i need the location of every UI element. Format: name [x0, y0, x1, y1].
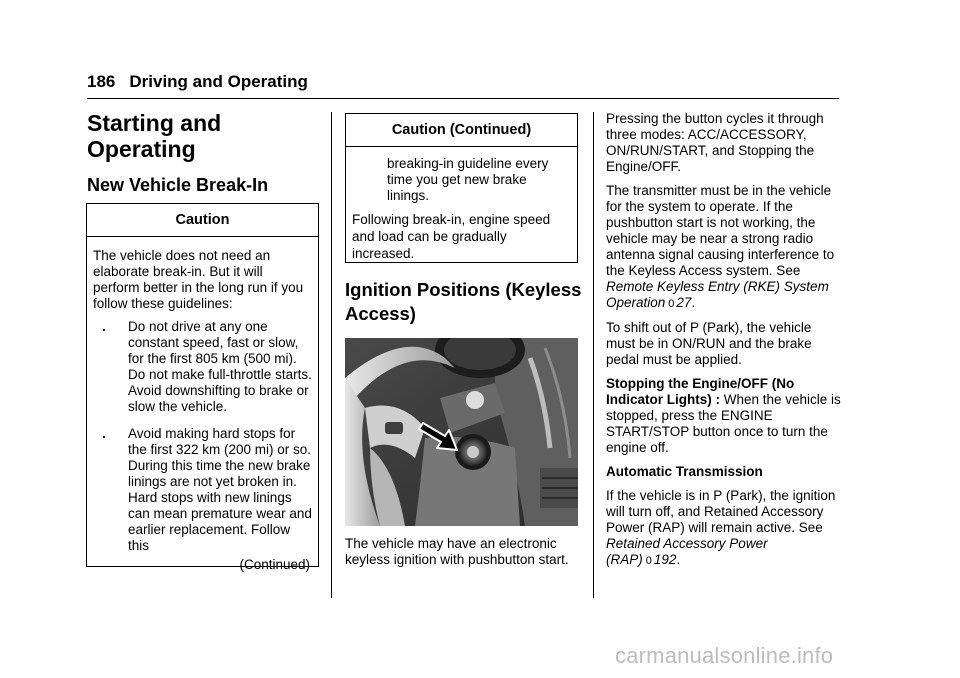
caution-box [86, 203, 319, 572]
page-header [87, 72, 308, 92]
paragraph-modes: Pressing the button cycles it through three modes: ACC/ACCESSORY, ON/RUN/START, and Stopping the Engine/OFF. [606, 111, 824, 174]
paragraph-end: . [676, 552, 681, 567]
ignition-photo [345, 338, 578, 526]
page-ref-arrow-icon: 0 [645, 555, 652, 567]
paragraph-shift: To shift out of P (Park), the vehicle must be in ON/RUN and the brake pedal must be applied. [606, 320, 812, 367]
caution-continuation: breaking-in guideline every time you get new brake linings. [387, 156, 549, 203]
bullet-text: Avoid making hard stops for the first 322 km (200 mi) or so. During this time the new brake linings are not yet broken in. Hard stops with new linings can mean premature wear and earlier replacement. Follow this [128, 426, 312, 553]
column-divider-1 [331, 112, 332, 598]
rke-reference-link[interactable]: Remote Keyless Entry (RKE) System Operation [606, 279, 829, 310]
continued-label: (Continued) [239, 557, 310, 572]
paragraph-rap [606, 488, 842, 569]
bullet-text: Do not drive at any one constant speed, fast or slow, for the first 805 km (500 mi). Do not make full-throttle starts. Avoid downshifting to brake or slow the vehicle. [128, 319, 312, 414]
stopping-text: When the vehicle is stopped, press the ENGINE START/STOP button once to turn the engine off. [606, 392, 841, 455]
automatic-transmission-heading: Automatic Transmission [606, 464, 763, 479]
section-title: Driving and Operating [129, 72, 308, 91]
paragraph-text: The transmitter must be in the vehicle for the system to operate. If the pushbutton start is not working, the vehicle may be near a strong radio antenna signal causing interference to the Keyless Access system. See [606, 183, 835, 278]
paragraph-transmitter [606, 183, 842, 312]
column-divider-2 [593, 112, 594, 598]
ignition-description: The vehicle may have an electronic keyless ignition with pushbutton start. [345, 536, 569, 567]
caution-bullet [87, 426, 318, 554]
page-ref-arrow-icon: 0 [668, 298, 675, 310]
rke-page-ref[interactable]: 27 [676, 295, 692, 310]
bullet-dot: . [102, 319, 106, 334]
rap-page-ref[interactable]: 192 [653, 552, 677, 567]
caution-intro: The vehicle does not need an elaborate break-in. But it will perform better in the long run if you follow these guidelines: [93, 248, 304, 311]
section-heading: Starting and Operating [87, 110, 222, 162]
caution-title: Caution [87, 204, 318, 237]
page-number: 186 [87, 72, 116, 91]
caution-title: Caution (Continued) [346, 114, 577, 147]
caution-bullet [87, 319, 318, 415]
header-rule [87, 98, 839, 99]
column-3-text [606, 111, 842, 577]
steering-wheel-illustration [345, 338, 578, 526]
subsection-heading: New Vehicle Break-In [87, 175, 269, 195]
caution-following: Following break-in, engine speed and load can be gradually increased. [352, 212, 551, 261]
rap-reference-link[interactable]: Retained Accessory Power (RAP) [606, 536, 768, 567]
stopping-label: Stopping the Engine/OFF (No Indicator Lights) : [606, 376, 795, 407]
paragraph-text: If the vehicle is in P (Park), the ignition will turn off, and Retained Accessory Power (RAP) will remain active. See [606, 488, 836, 535]
paragraph-stopping [606, 376, 842, 456]
watermark: carmanualsonline.info [615, 643, 834, 668]
caution-continued-box [345, 113, 578, 263]
bullet-dot: . [102, 426, 106, 441]
paragraph-end: . [691, 295, 696, 310]
ignition-heading: Ignition Positions (Keyless Access) [345, 279, 582, 324]
